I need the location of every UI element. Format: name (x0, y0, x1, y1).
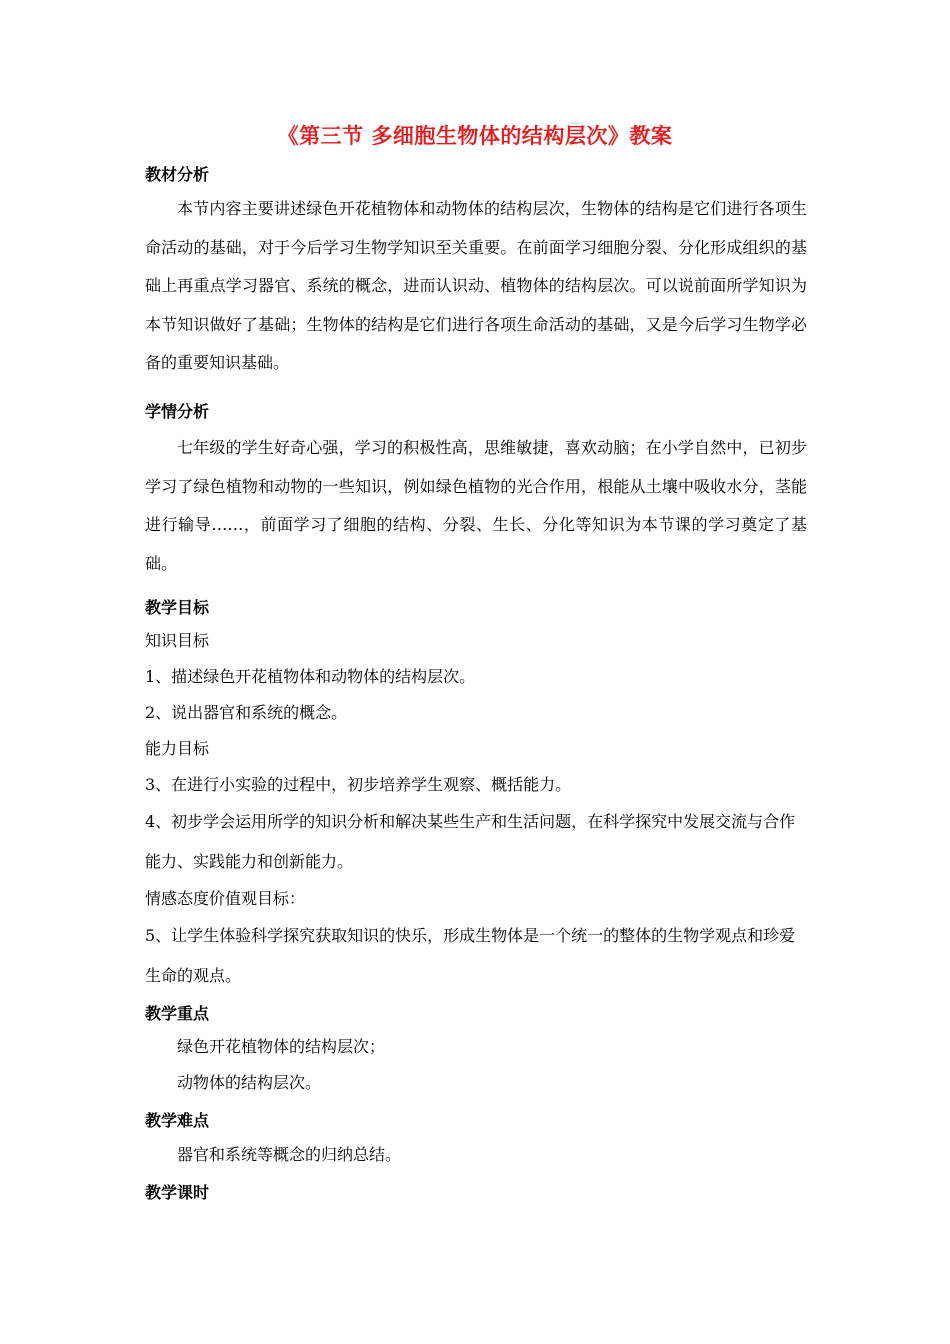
goal-item-4: 4、初步学会运用所学的知识分析和解决某些生产和生活问题，在科学探究中发展交流与合作能力、实践能力和创新能力。 (145, 812, 796, 871)
heading-key-points: 教学重点 (145, 1004, 210, 1023)
key-point-1: 绿色开花植物体的结构层次； (177, 1037, 386, 1056)
heading-student-analysis: 学情分析 (145, 402, 210, 421)
goal-item-3: 3、在进行小实验的过程中，初步培养学生观察、概括能力。 (145, 775, 572, 794)
document-title: 《第三节 多细胞生物体的结构层次》教案 (277, 123, 673, 148)
heading-teaching-goals: 教学目标 (145, 598, 210, 617)
goal-item-1: 1、描述绿色开花植物体和动物体的结构层次。 (145, 667, 476, 686)
paragraph-material-analysis: 本节内容主要讲述绿色开花植物体和动物体的结构层次，生物体的结构是它们进行各项生命活动的基础，对于今后学习生物学知识至关重要。在前面学习细胞分裂、分化形成组织的基础上再重点学习器官、系统的概念，进而认识动、植物体的结构层次。可以说前面所学知识为本节知识做好了基础；生物体的结构是它们进行各项生命活动的基础，又是今后学习生物学必备的重要知识基础。 (145, 199, 807, 372)
heading-teaching-hours: 教学课时 (145, 1183, 210, 1202)
paragraph-student-analysis: 七年级的学生好奇心强，学习的积极性高，思维敏捷，喜欢动脑；在小学自然中，已初步学习了绿色植物和动物的一些知识，例如绿色植物的光合作用，根能从土壤中吸收水分，茎能进行输导……，前面学习了细胞的结构、分裂、生长、分化等知识为本节课的学习奠定了基础。 (145, 438, 807, 573)
key-point-2: 动物体的结构层次。 (177, 1073, 322, 1092)
goal-item-2: 2、说出器官和系统的概念。 (145, 703, 348, 722)
label-ability-goals: 能力目标 (145, 739, 210, 758)
label-knowledge-goals: 知识目标 (145, 631, 210, 650)
difficult-point-1: 器官和系统等概念的归纳总结。 (177, 1145, 402, 1164)
label-emotion-goals: 情感态度价值观目标： (145, 889, 306, 908)
heading-material-analysis: 教材分析 (145, 165, 210, 184)
goal-item-5: 5、让学生体验科学探究获取知识的快乐，形成生物体是一个统一的整体的生物学观点和珍爱生命的观点。 (145, 926, 796, 985)
heading-difficult-points: 教学难点 (145, 1111, 210, 1130)
